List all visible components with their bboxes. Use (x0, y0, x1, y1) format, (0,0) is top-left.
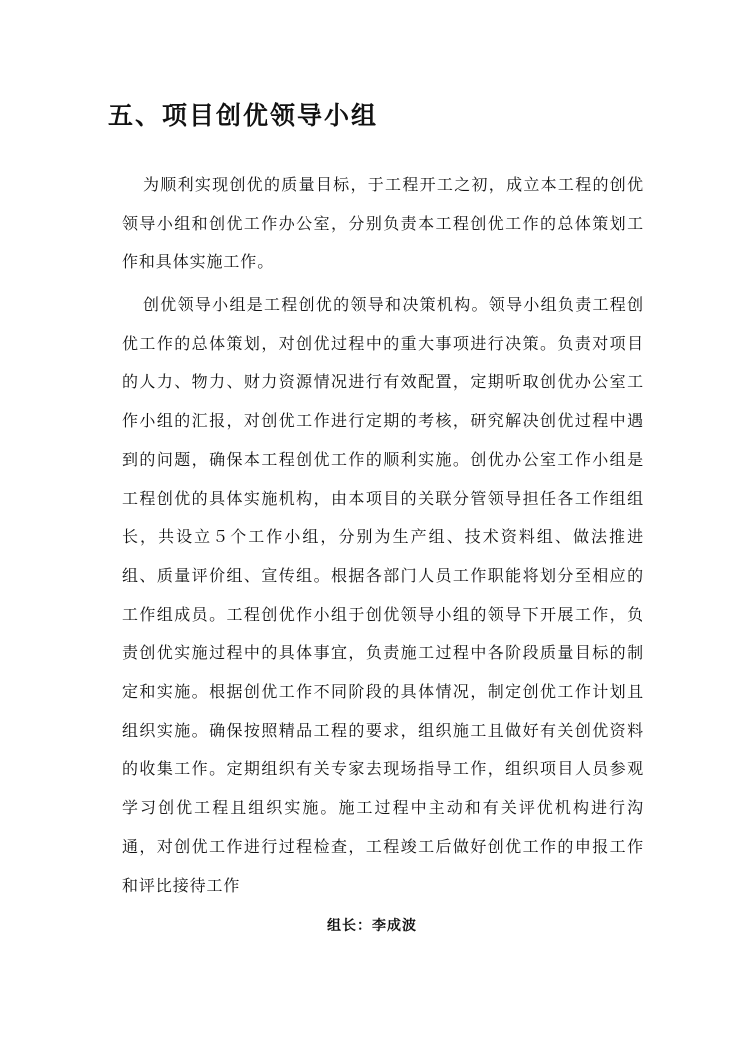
paragraph-intro: 为顺利实现创优的质量目标，于工程开工之初，成立本工程的创优领导小组和创优工作办公室，分别负责本工程创优工作的总体策划工作和具体实施工作。 (122, 175, 644, 272)
section-heading: 五、项目创优领导小组 (108, 101, 379, 130)
signature-group-leader: 组长：李成波 (327, 918, 417, 934)
paragraph-leadership-group: 创优领导小组是工程创优的领导和决策机构。领导小组负责工程创优工作的总体策划，对创优过程中的重大事项进行决策。负责对项目的人力、物力、财力资源情况进行有效配置，定期听取创优办公室工作小组的汇报，对创优工作进行定期的考核，研究解决创优过程中遇到的问题，确保本工程创优工作的顺利实施。创优办公室工作小组是工程创优的具体实施机构，由本项目的关联分管领导担任各工作组组长，共设立５个工作小组，分别为生产组、技术资料组、做法推进组、质量评价组、宣传组。根据各部门人员工作职能将划分至相应的工作组成员。工程创优作小组于创优领导小组的领导下开展工作，负责创优实施过程中的具体事宜，负责施工过程中各阶段质量目标的制定和实施。根据创优工作不同阶段的具体情况，制定创优工作计划且组织实施。确保按照精品工程的要求，组织施工且做好有关创优资料的收集工作。定期组织有关专家去现场指导工作，组织项目人员参观学习创优工程且组织实施。施工过程中主动和有关评优机构进行沟通，对创优工作进行过程检查，工程竣工后做好创优工作的申报工作和评比接待工作 (122, 295, 644, 895)
